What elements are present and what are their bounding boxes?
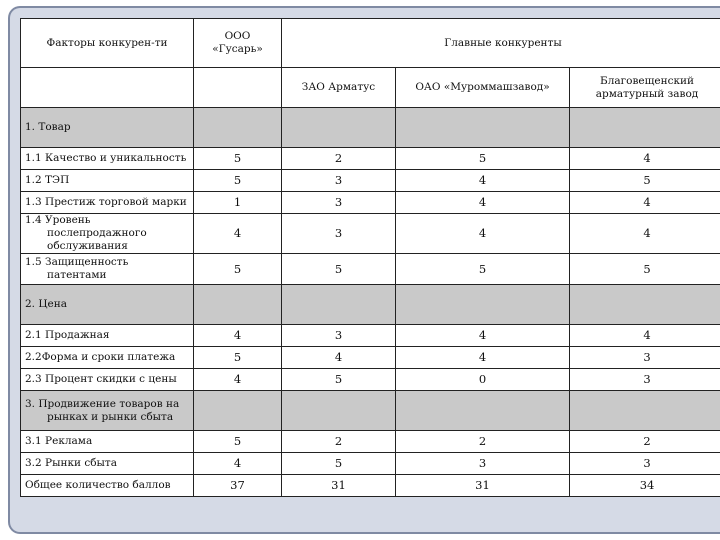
score-cell	[570, 108, 720, 148]
score-cell	[194, 391, 282, 431]
score-cell: 31	[282, 475, 396, 497]
score-cell: 4	[194, 369, 282, 391]
score-cell: 3	[282, 170, 396, 192]
score-cell: 4	[396, 325, 570, 347]
score-cell: 31	[396, 475, 570, 497]
table-row	[21, 170, 720, 192]
header-competitor-3: Благовещенский арматурный завод	[570, 68, 720, 108]
factor-label	[21, 347, 194, 369]
factor-label-text: Общее количество баллов	[25, 479, 171, 491]
factor-label-text: 3.2 Рынки сбыта	[25, 457, 117, 469]
score-cell: 5	[282, 254, 396, 285]
score-cell: 5	[396, 254, 570, 285]
section-row	[21, 285, 720, 325]
factor-label-text: 1.4 Уровень послепродажного обслуживания	[25, 214, 147, 252]
score-cell: 3	[282, 325, 396, 347]
section-row	[21, 108, 720, 148]
factor-label	[21, 214, 194, 254]
factor-label	[21, 148, 194, 170]
factor-label-text: 2.2Форма и сроки платежа	[25, 351, 176, 363]
score-cell: 3	[396, 453, 570, 475]
competitiveness-table	[20, 18, 720, 497]
score-cell: 5	[194, 431, 282, 453]
section-label	[21, 108, 194, 148]
score-cell: 4	[396, 170, 570, 192]
factor-label-text: 1.1 Качество и уникальность	[25, 152, 187, 164]
factor-label-text: 2.1 Продажная	[25, 329, 110, 341]
table-row	[21, 214, 720, 254]
factor-label-text: 1.5 Защищенность патентами	[25, 256, 129, 281]
table-row	[21, 369, 720, 391]
score-cell: 5	[570, 254, 720, 285]
header-row-1	[21, 19, 720, 68]
score-cell: 4	[396, 192, 570, 214]
score-cell: 5	[282, 453, 396, 475]
factor-label	[21, 453, 194, 475]
score-cell	[396, 391, 570, 431]
score-cell: 3	[282, 214, 396, 254]
score-cell: 3	[570, 347, 720, 369]
table-row	[21, 192, 720, 214]
table-row	[21, 475, 720, 497]
score-cell: 1	[194, 192, 282, 214]
table-row	[21, 325, 720, 347]
table-row	[21, 254, 720, 285]
score-cell	[282, 391, 396, 431]
factor-label-text: 1. Товар	[25, 121, 71, 133]
score-cell: 34	[570, 475, 720, 497]
score-cell: 4	[570, 192, 720, 214]
score-cell: 3	[282, 192, 396, 214]
score-cell: 2	[282, 148, 396, 170]
factor-label-text: 1.3 Престиж торговой марки	[25, 196, 187, 208]
factor-label	[21, 192, 194, 214]
score-cell	[396, 108, 570, 148]
score-cell: 4	[194, 214, 282, 254]
score-cell: 5	[194, 170, 282, 192]
factor-label	[21, 369, 194, 391]
section-label	[21, 285, 194, 325]
header-main-competitors: Главные конкуренты	[282, 19, 720, 68]
factor-label	[21, 170, 194, 192]
section-label	[21, 391, 194, 431]
score-cell: 2	[396, 431, 570, 453]
score-cell: 4	[194, 325, 282, 347]
factor-label	[21, 325, 194, 347]
section-row	[21, 391, 720, 431]
score-cell: 5	[282, 369, 396, 391]
score-cell: 2	[282, 431, 396, 453]
score-cell: 5	[570, 170, 720, 192]
score-cell	[282, 108, 396, 148]
score-cell: 5	[396, 148, 570, 170]
score-cell: 5	[194, 254, 282, 285]
score-cell: 4	[570, 148, 720, 170]
score-cell	[194, 108, 282, 148]
factor-label	[21, 254, 194, 285]
header-empty-cell	[21, 68, 194, 108]
factor-label-text: 3. Продвижение товаров на рынках и рынки сбыта	[25, 397, 180, 423]
score-cell: 5	[194, 347, 282, 369]
factor-label	[21, 475, 194, 497]
header-factors: Факторы конкурен-ти	[21, 19, 194, 68]
table-row	[21, 347, 720, 369]
table-row	[21, 453, 720, 475]
header-competitor-1: ЗАО Арматус	[282, 68, 396, 108]
score-cell: 5	[194, 148, 282, 170]
score-cell: 0	[396, 369, 570, 391]
table-row	[21, 431, 720, 453]
score-cell: 4	[282, 347, 396, 369]
score-cell: 4	[194, 453, 282, 475]
score-cell	[570, 285, 720, 325]
header-company: ООО «Гусарь»	[194, 19, 282, 68]
header-row-2	[21, 68, 720, 108]
score-cell: 4	[396, 347, 570, 369]
factor-label-text: 2.3 Процент скидки с цены	[25, 373, 177, 385]
score-cell	[570, 391, 720, 431]
header-empty-cell	[194, 68, 282, 108]
score-cell: 3	[570, 369, 720, 391]
score-cell: 4	[570, 214, 720, 254]
factor-label-text: 2. Цена	[25, 298, 67, 310]
factor-label	[21, 431, 194, 453]
table-row	[21, 148, 720, 170]
factor-label-text: 3.1 Реклама	[25, 435, 93, 447]
header-competitor-2: ОАО «Муроммашзавод»	[396, 68, 570, 108]
score-cell	[194, 285, 282, 325]
score-cell: 3	[570, 453, 720, 475]
score-cell	[282, 285, 396, 325]
score-cell: 4	[570, 325, 720, 347]
score-cell: 2	[570, 431, 720, 453]
score-cell	[396, 285, 570, 325]
score-cell: 4	[396, 214, 570, 254]
factor-label-text: 1.2 ТЭП	[25, 174, 70, 186]
score-cell: 37	[194, 475, 282, 497]
